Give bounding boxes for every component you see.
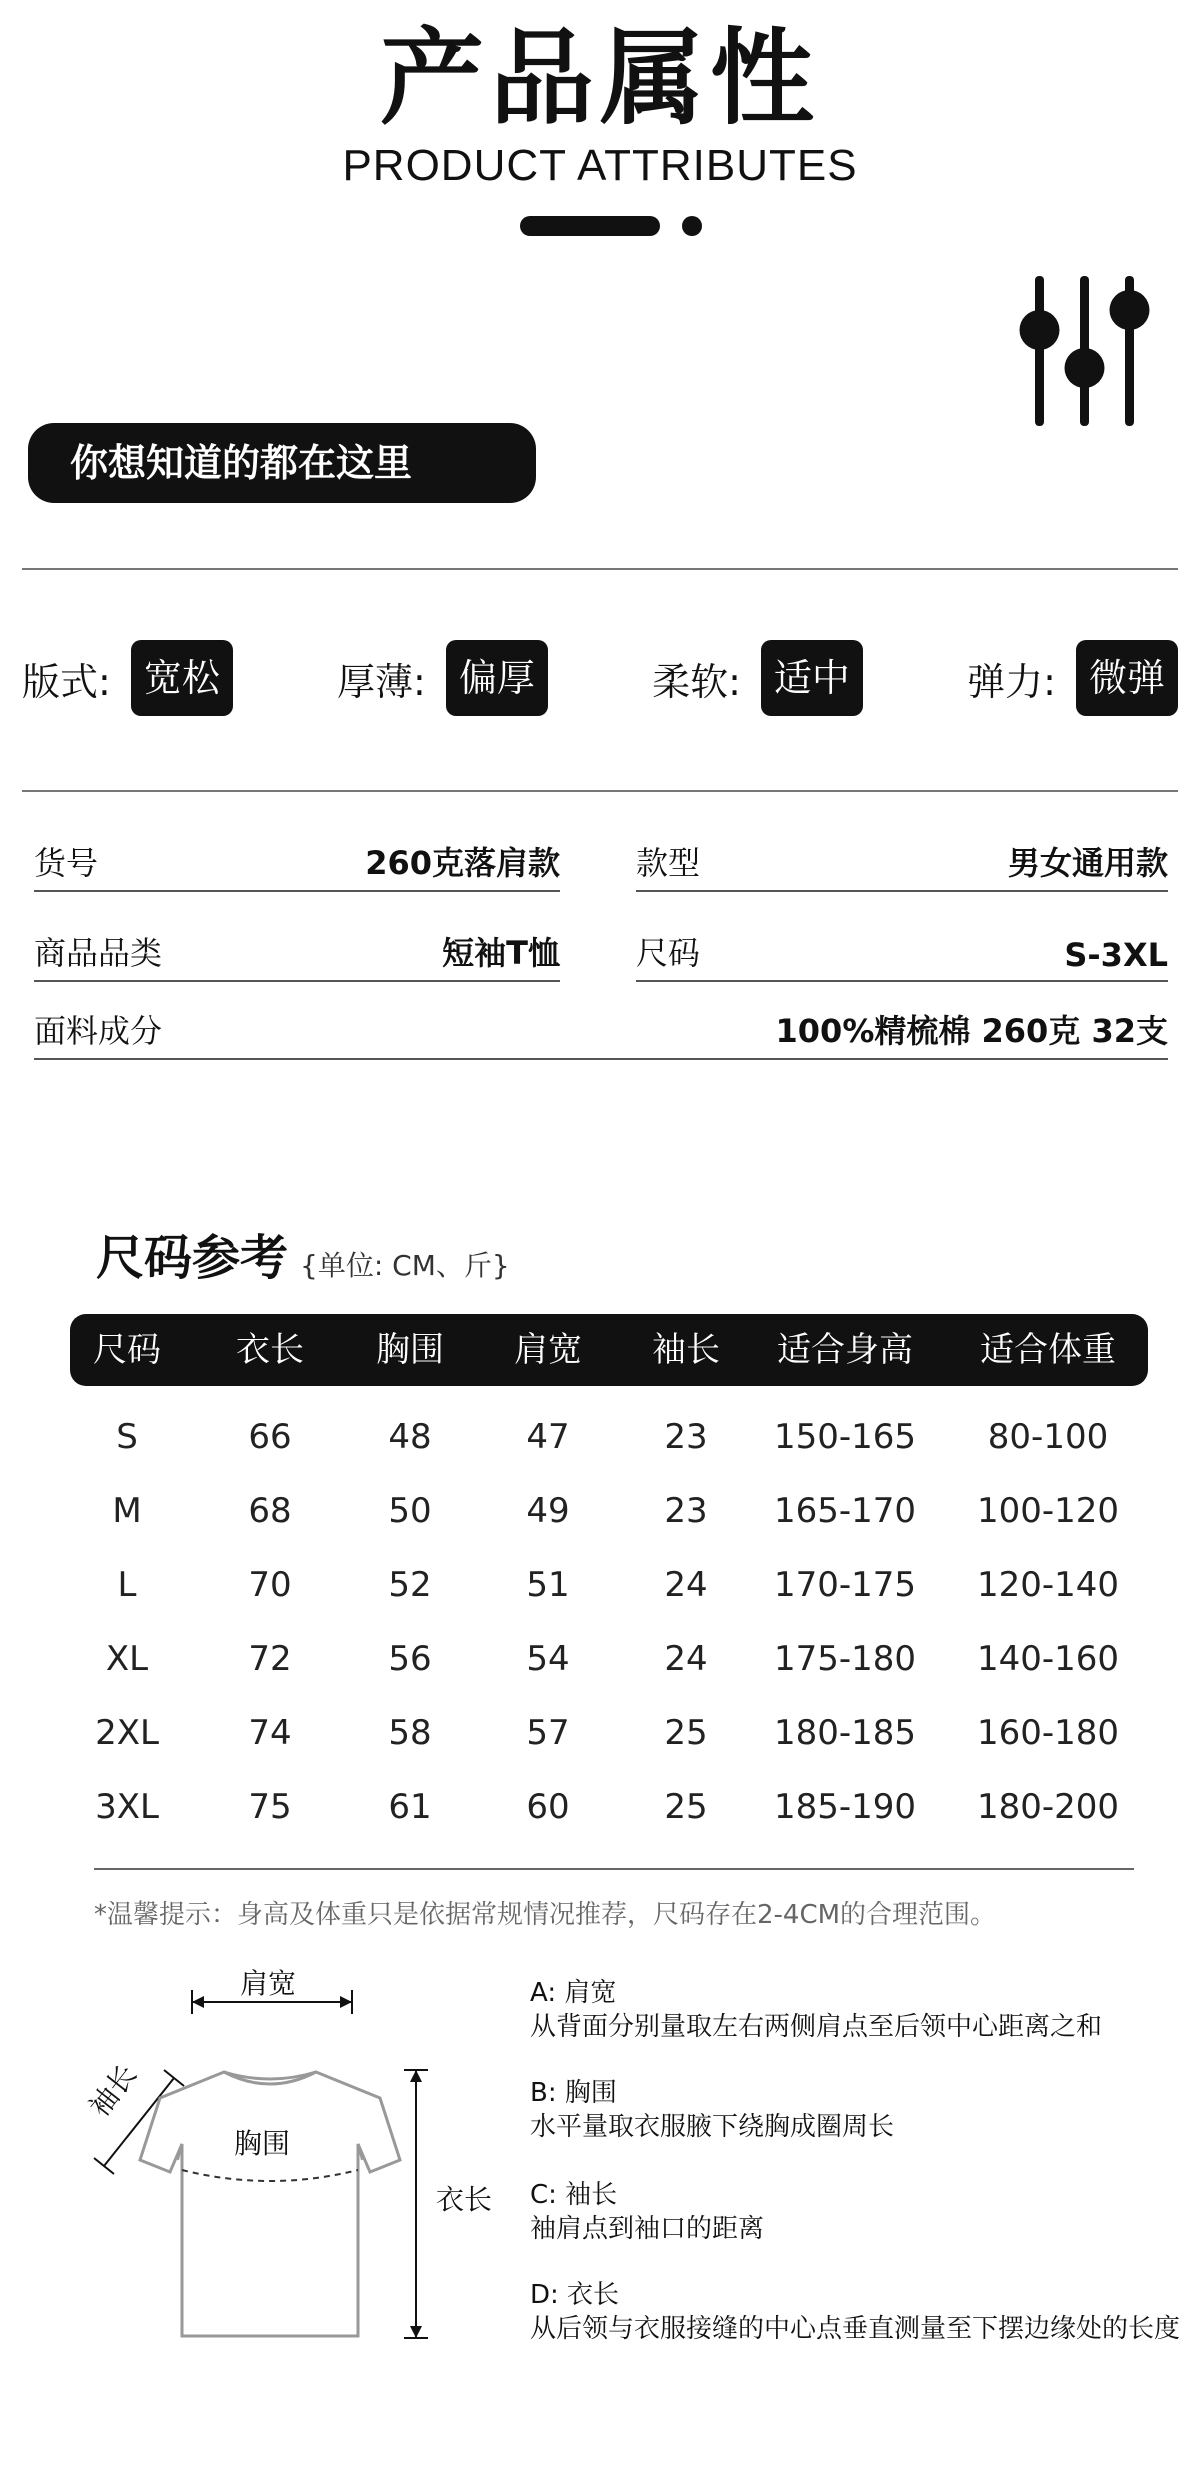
attribute-elasticity (967, 640, 1178, 716)
table-cell: 49 (526, 1491, 570, 1531)
attribute-value: 偏厚 (446, 640, 548, 716)
table-cell: XL (105, 1639, 149, 1679)
table-row (70, 1486, 1148, 1536)
info-value: 100%精梳棉 260克 32支 (775, 1012, 1168, 1050)
definition-shoulder (530, 1976, 1102, 2044)
column-header: 尺码 (93, 1330, 161, 1370)
table-cell: 47 (526, 1417, 570, 1457)
table-row (70, 1634, 1148, 1684)
divider (94, 1868, 1134, 1870)
table-cell: 58 (388, 1713, 432, 1753)
table-cell: 75 (248, 1787, 292, 1827)
definition-title: D: 衣长 (530, 2280, 620, 2310)
definition-title: B: 胸围 (530, 2078, 617, 2108)
table-cell: 140-160 (976, 1639, 1120, 1679)
table-cell: L (117, 1565, 137, 1605)
table-cell: 165-170 (773, 1491, 917, 1531)
attribute-row (22, 638, 1178, 718)
info-key: 商品品类 (34, 934, 163, 972)
size-table-header (70, 1314, 1148, 1386)
table-cell: 180-185 (773, 1713, 917, 1753)
table-row (70, 1782, 1148, 1832)
shoulder-label: 肩宽 (240, 1967, 297, 2000)
size-chart-title: 尺码参考 (96, 1230, 289, 1286)
chest-label: 胸围 (234, 2127, 291, 2160)
table-cell: 25 (664, 1787, 708, 1827)
info-key: 货号 (34, 844, 99, 882)
info-category (34, 922, 560, 982)
table-cell: 70 (248, 1565, 292, 1605)
table-cell: 74 (248, 1713, 292, 1753)
table-cell: S (116, 1417, 138, 1457)
page-title: 产品属性 (379, 17, 820, 139)
column-header: 肩宽 (514, 1330, 582, 1370)
definition-text: 袖肩点到袖口的距离 (530, 2214, 765, 2244)
column-header: 适合体重 (980, 1330, 1116, 1370)
table-cell: 48 (388, 1417, 432, 1457)
decorative-dot (682, 216, 702, 236)
table-cell: 2XL (95, 1713, 159, 1753)
info-item-number (34, 832, 560, 892)
info-size (636, 922, 1168, 982)
size-chart-unit: {单位: CM、斤} (300, 1249, 510, 1282)
column-header: 胸围 (376, 1330, 444, 1370)
table-cell: 72 (248, 1639, 292, 1679)
definition-text: 从后领与衣服接缝的中心点垂直测量至下摆边缘处的长度 (530, 2314, 1181, 2344)
page-subtitle: PRODUCT ATTRIBUTES (342, 141, 858, 190)
info-key: 款型 (636, 844, 701, 882)
table-cell: 51 (526, 1565, 570, 1605)
table-cell: 60 (526, 1787, 570, 1827)
table-cell: 120-140 (976, 1565, 1120, 1605)
info-value: S-3XL (1064, 936, 1168, 974)
table-cell: 25 (664, 1713, 708, 1753)
table-cell: 185-190 (773, 1787, 917, 1827)
size-table-body (70, 1412, 1148, 1852)
attribute-softness (652, 640, 863, 716)
table-cell: 180-200 (976, 1787, 1120, 1827)
info-fabric (34, 1000, 1168, 1060)
table-cell: 175-180 (773, 1639, 917, 1679)
section-banner: 你想知道的都在这里 (28, 423, 536, 503)
length-label: 衣长 (436, 2183, 493, 2216)
attribute-label: 弹力: (967, 659, 1056, 704)
table-cell: 57 (526, 1713, 570, 1753)
table-cell: 100-120 (976, 1491, 1120, 1531)
table-row (70, 1412, 1148, 1462)
definition-title: A: 肩宽 (530, 1978, 617, 2008)
attribute-thickness (337, 640, 548, 716)
attribute-value: 微弹 (1076, 640, 1178, 716)
size-tip: *温馨提示：身高及体重只是依据常规情况推荐，尺码存在2-4CM的合理范围。 (94, 1900, 997, 1930)
table-cell: 50 (388, 1491, 432, 1531)
column-header: 适合身高 (777, 1330, 913, 1370)
table-cell: 170-175 (773, 1565, 917, 1605)
table-cell: 24 (664, 1639, 708, 1679)
table-cell: 23 (664, 1491, 708, 1531)
sliders-icon (1010, 270, 1160, 430)
table-cell: 56 (388, 1639, 432, 1679)
table-cell: 68 (248, 1491, 292, 1531)
table-cell: 160-180 (976, 1713, 1120, 1753)
divider (22, 790, 1178, 792)
definition-chest (530, 2076, 894, 2144)
info-value: 260克落肩款 (365, 844, 560, 882)
definition-text: 水平量取衣服腋下绕胸成圈周长 (530, 2112, 895, 2142)
table-row (70, 1560, 1148, 1610)
attribute-value: 宽松 (131, 640, 233, 716)
column-header: 袖长 (652, 1330, 720, 1370)
table-cell: 23 (664, 1417, 708, 1457)
table-cell: 24 (664, 1565, 708, 1605)
definition-length (530, 2278, 1180, 2346)
decorative-bar (520, 216, 660, 236)
table-cell: 52 (388, 1565, 432, 1605)
info-style (636, 832, 1168, 892)
table-cell: 150-165 (773, 1417, 917, 1457)
table-row (70, 1708, 1148, 1758)
table-cell: 54 (526, 1639, 570, 1679)
table-cell: M (112, 1491, 142, 1531)
definition-sleeve (530, 2178, 764, 2246)
column-header: 衣长 (236, 1330, 304, 1370)
table-cell: 61 (388, 1787, 432, 1827)
definition-text: 从背面分别量取左右两侧肩点至后领中心距离之和 (530, 2012, 1103, 2042)
attribute-label: 柔软: (652, 659, 741, 704)
attribute-value: 适中 (761, 640, 863, 716)
table-cell: 80-100 (987, 1417, 1109, 1457)
info-key: 尺码 (636, 934, 701, 972)
info-key: 面料成分 (34, 1012, 163, 1050)
definition-title: C: 袖长 (530, 2180, 618, 2210)
attribute-label: 版式: (22, 659, 111, 704)
table-cell: 66 (248, 1417, 292, 1457)
attribute-label: 厚薄: (337, 659, 426, 704)
table-cell: 3XL (95, 1787, 159, 1827)
attribute-fit (22, 640, 233, 716)
info-value: 男女通用款 (1007, 844, 1168, 882)
sleeve-label: 袖长 (82, 2058, 144, 2123)
tshirt-measure-diagram (70, 1960, 530, 2360)
info-value: 短袖T恤 (442, 934, 560, 972)
divider (22, 568, 1178, 570)
